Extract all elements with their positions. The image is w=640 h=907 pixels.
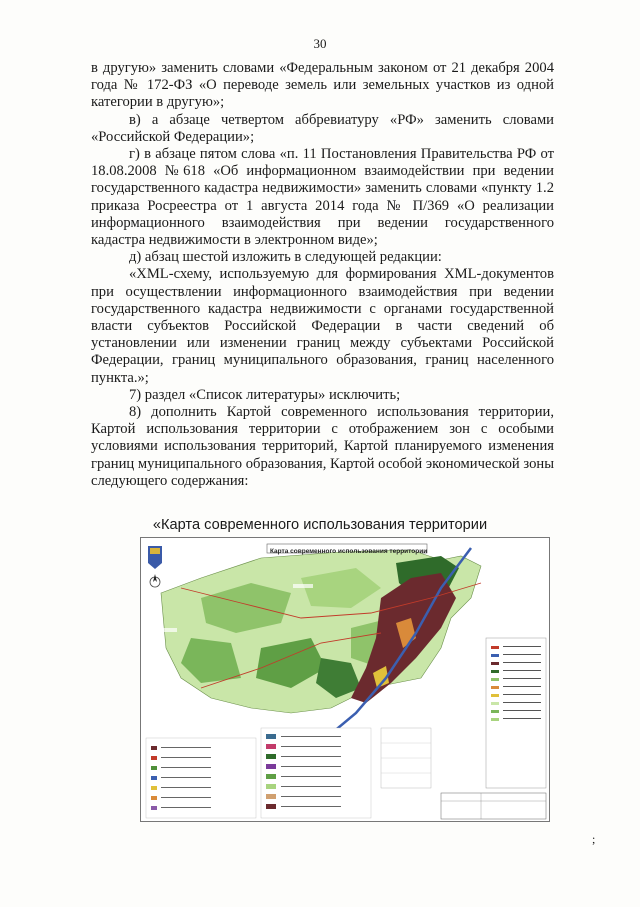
- paragraph: г) в абзаце пятом слова «п. 11 Постановления Правительства РФ от 18.08.2008 №618 «Об информационном взаимодействии при ведении государственного кадастра недвижимости» заменить словами «пункту 1.2 приказа Росреестра от 1 августа 2014 года № П/369 «О реализации информационного взаимодействия при ведении государственного кадастра недвижимости в электронном виде»;: [91, 146, 554, 249]
- coat-of-arms-icon: [148, 546, 162, 569]
- paragraph: в) а абзаце четвертом аббревиатуру «РФ» заменить словами «Российской Федерации»;: [91, 111, 554, 145]
- paragraph: в другую» заменить словами «Федеральным законом от 21 декабря 2004 года № 172-ФЗ «О переводе земель или земельных участков из одной категории в другую»;: [91, 60, 554, 111]
- north-arrow-icon: [150, 574, 160, 587]
- map-title: Карта современного использования территории: [270, 548, 428, 555]
- paragraph: 7) раздел «Список литературы» исключить;: [129, 386, 401, 403]
- page-number: 30: [313, 36, 327, 51]
- paragraph: 8) дополнить Картой современного использования территории, Картой использования территории с отображением зон с особыми условиями использования территорий, Картой планируемого изменения границ муниципального образования, Картой особой экономической зоны следующего содержания:: [91, 404, 554, 489]
- land-use-map: [140, 537, 550, 822]
- body-text: [91, 60, 554, 490]
- paragraph: д) абзац шестой изложить в следующей редакции:: [129, 249, 442, 266]
- paragraph: «XML-схему, используемую для формирования XML-документов при осуществлении информационного взаимодействия при ведении государственного кадастра недвижимости с органами государственной власти субъектов Российской Федерации в части сведений об установлении или изменении границ между субъектами Российской Федерации, границ муниципального образования, границ населенного пункта.»;: [91, 266, 554, 386]
- map-caption: «Карта современного использования территории: [152, 517, 488, 533]
- stray-mark: ;: [592, 832, 596, 846]
